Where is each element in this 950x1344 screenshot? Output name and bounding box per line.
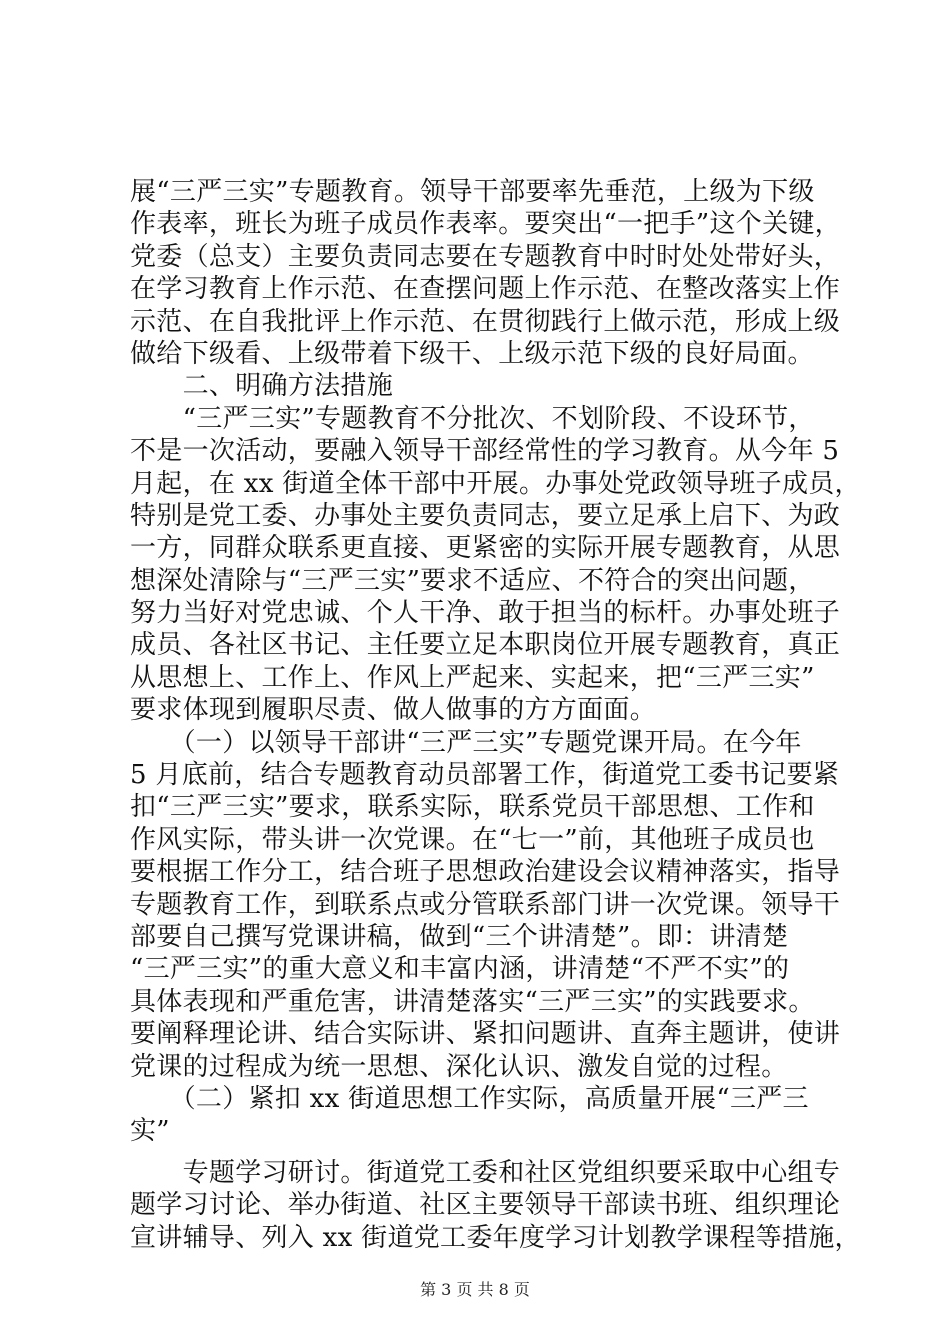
text-line: 扣“三严三实”要求，联系实际，联系党员干部思想、工作和 — [130, 792, 815, 823]
text-line: “三严三实”专题教育不分批次、不划阶段、不设环节， — [130, 403, 815, 434]
text-line: 作表率，班长为班子成员作表率。要突出“一把手”这个关键， — [130, 209, 841, 240]
text-line: （二）紧扣 xx 街道思想工作实际，高质量开展“三严三 — [130, 1083, 809, 1114]
text-line: 党课的过程成为统一思想、深化认识、激发自觉的过程。 — [130, 1051, 788, 1082]
text-line: “三严三实”的重大意义和丰富内涵，讲清楚“不严不实”的 — [130, 954, 790, 985]
text-line: 在学习教育上作示范、在查摆问题上作示范、在整改落实上作 — [130, 274, 841, 305]
text-line: 5 月底前，结合专题教育动员部署工作，街道党工委书记要紧 — [130, 760, 840, 791]
section-heading: 二、明确方法措施 — [130, 371, 394, 402]
text-line: 题学习讨论、举办街道、社区主要领导干部读书班、组织理论 — [130, 1190, 841, 1221]
text-line: 成员、各社区书记、主任要立足本职岗位开展专题教育，真正 — [130, 630, 841, 661]
text-line: 展“三严三实”专题教育。领导干部要率先垂范，上级为下级 — [130, 177, 815, 207]
text-line: 特别是党工委、办事处主要负责同志，要立足承上启下、为政 — [130, 500, 841, 531]
page-footer: 第 3 页 共 8 页 — [420, 1280, 530, 1299]
text-line: 作风实际，带头讲一次党课。在“七一”前，其他班子成员也 — [130, 824, 815, 855]
text-line: 专题教育工作，到联系点或分管联系部门讲一次党课。领导干 — [130, 889, 841, 920]
text-line: （一）以领导干部讲“三严三实”专题党课开局。在今年 — [130, 727, 802, 758]
text-line: 具体表现和严重危害，讲清楚落实“三严三实”的实践要求。 — [130, 986, 815, 1017]
text-line: 要根据工作分工，结合班子思想政治建设会议精神落实，指导 — [130, 857, 841, 888]
text-line: 不是一次活动，要融入领导干部经常性的学习教育。从今年 5 — [130, 436, 840, 467]
text-line: 实” — [130, 1116, 170, 1147]
text-line: 专题学习研讨。街道党工委和社区党组织要采取中心组专 — [130, 1157, 841, 1188]
document-body — [130, 176, 861, 1254]
text-line: 部要自己撰写党课讲稿，做到“三个讲清楚”。即：讲清楚 — [130, 921, 789, 952]
text-line: 一方，同群众联系更直接、更紧密的实际开展专题教育，从思 — [130, 533, 841, 564]
text-line: 月起，在 xx 街道全体干部中开展。办事处党政领导班子成员， — [130, 468, 861, 499]
text-line: 做给下级看、上级带着下级干、上级示范下级的良好局面。 — [130, 338, 814, 369]
text-line: 要求体现到履职尽责、做人做事的方方面面。 — [130, 695, 657, 726]
text-line: 努力当好对党忠诚、个人干净、敢于担当的标杆。办事处班子 — [130, 598, 841, 629]
paragraph-gap — [130, 1148, 830, 1157]
text-line: 党委（总支）主要负责同志要在专题教育中时时处处带好头， — [130, 241, 841, 272]
text-line: 示范、在自我批评上作示范、在贯彻践行上做示范，形成上级 — [130, 306, 841, 337]
text-line: 宣讲辅导、列入 xx 街道党工委年度学习计划教学课程等措施， — [130, 1222, 861, 1253]
text-line: 要阐释理论讲、结合实际讲、紧扣问题讲、直奔主题讲，使讲 — [130, 1019, 841, 1050]
text-line: 从思想上、工作上、作风上严起来、实起来，把“三严三实” — [130, 662, 815, 693]
text-line: 想深处清除与“三严三实”要求不适应、不符合的突出问题， — [130, 565, 815, 596]
